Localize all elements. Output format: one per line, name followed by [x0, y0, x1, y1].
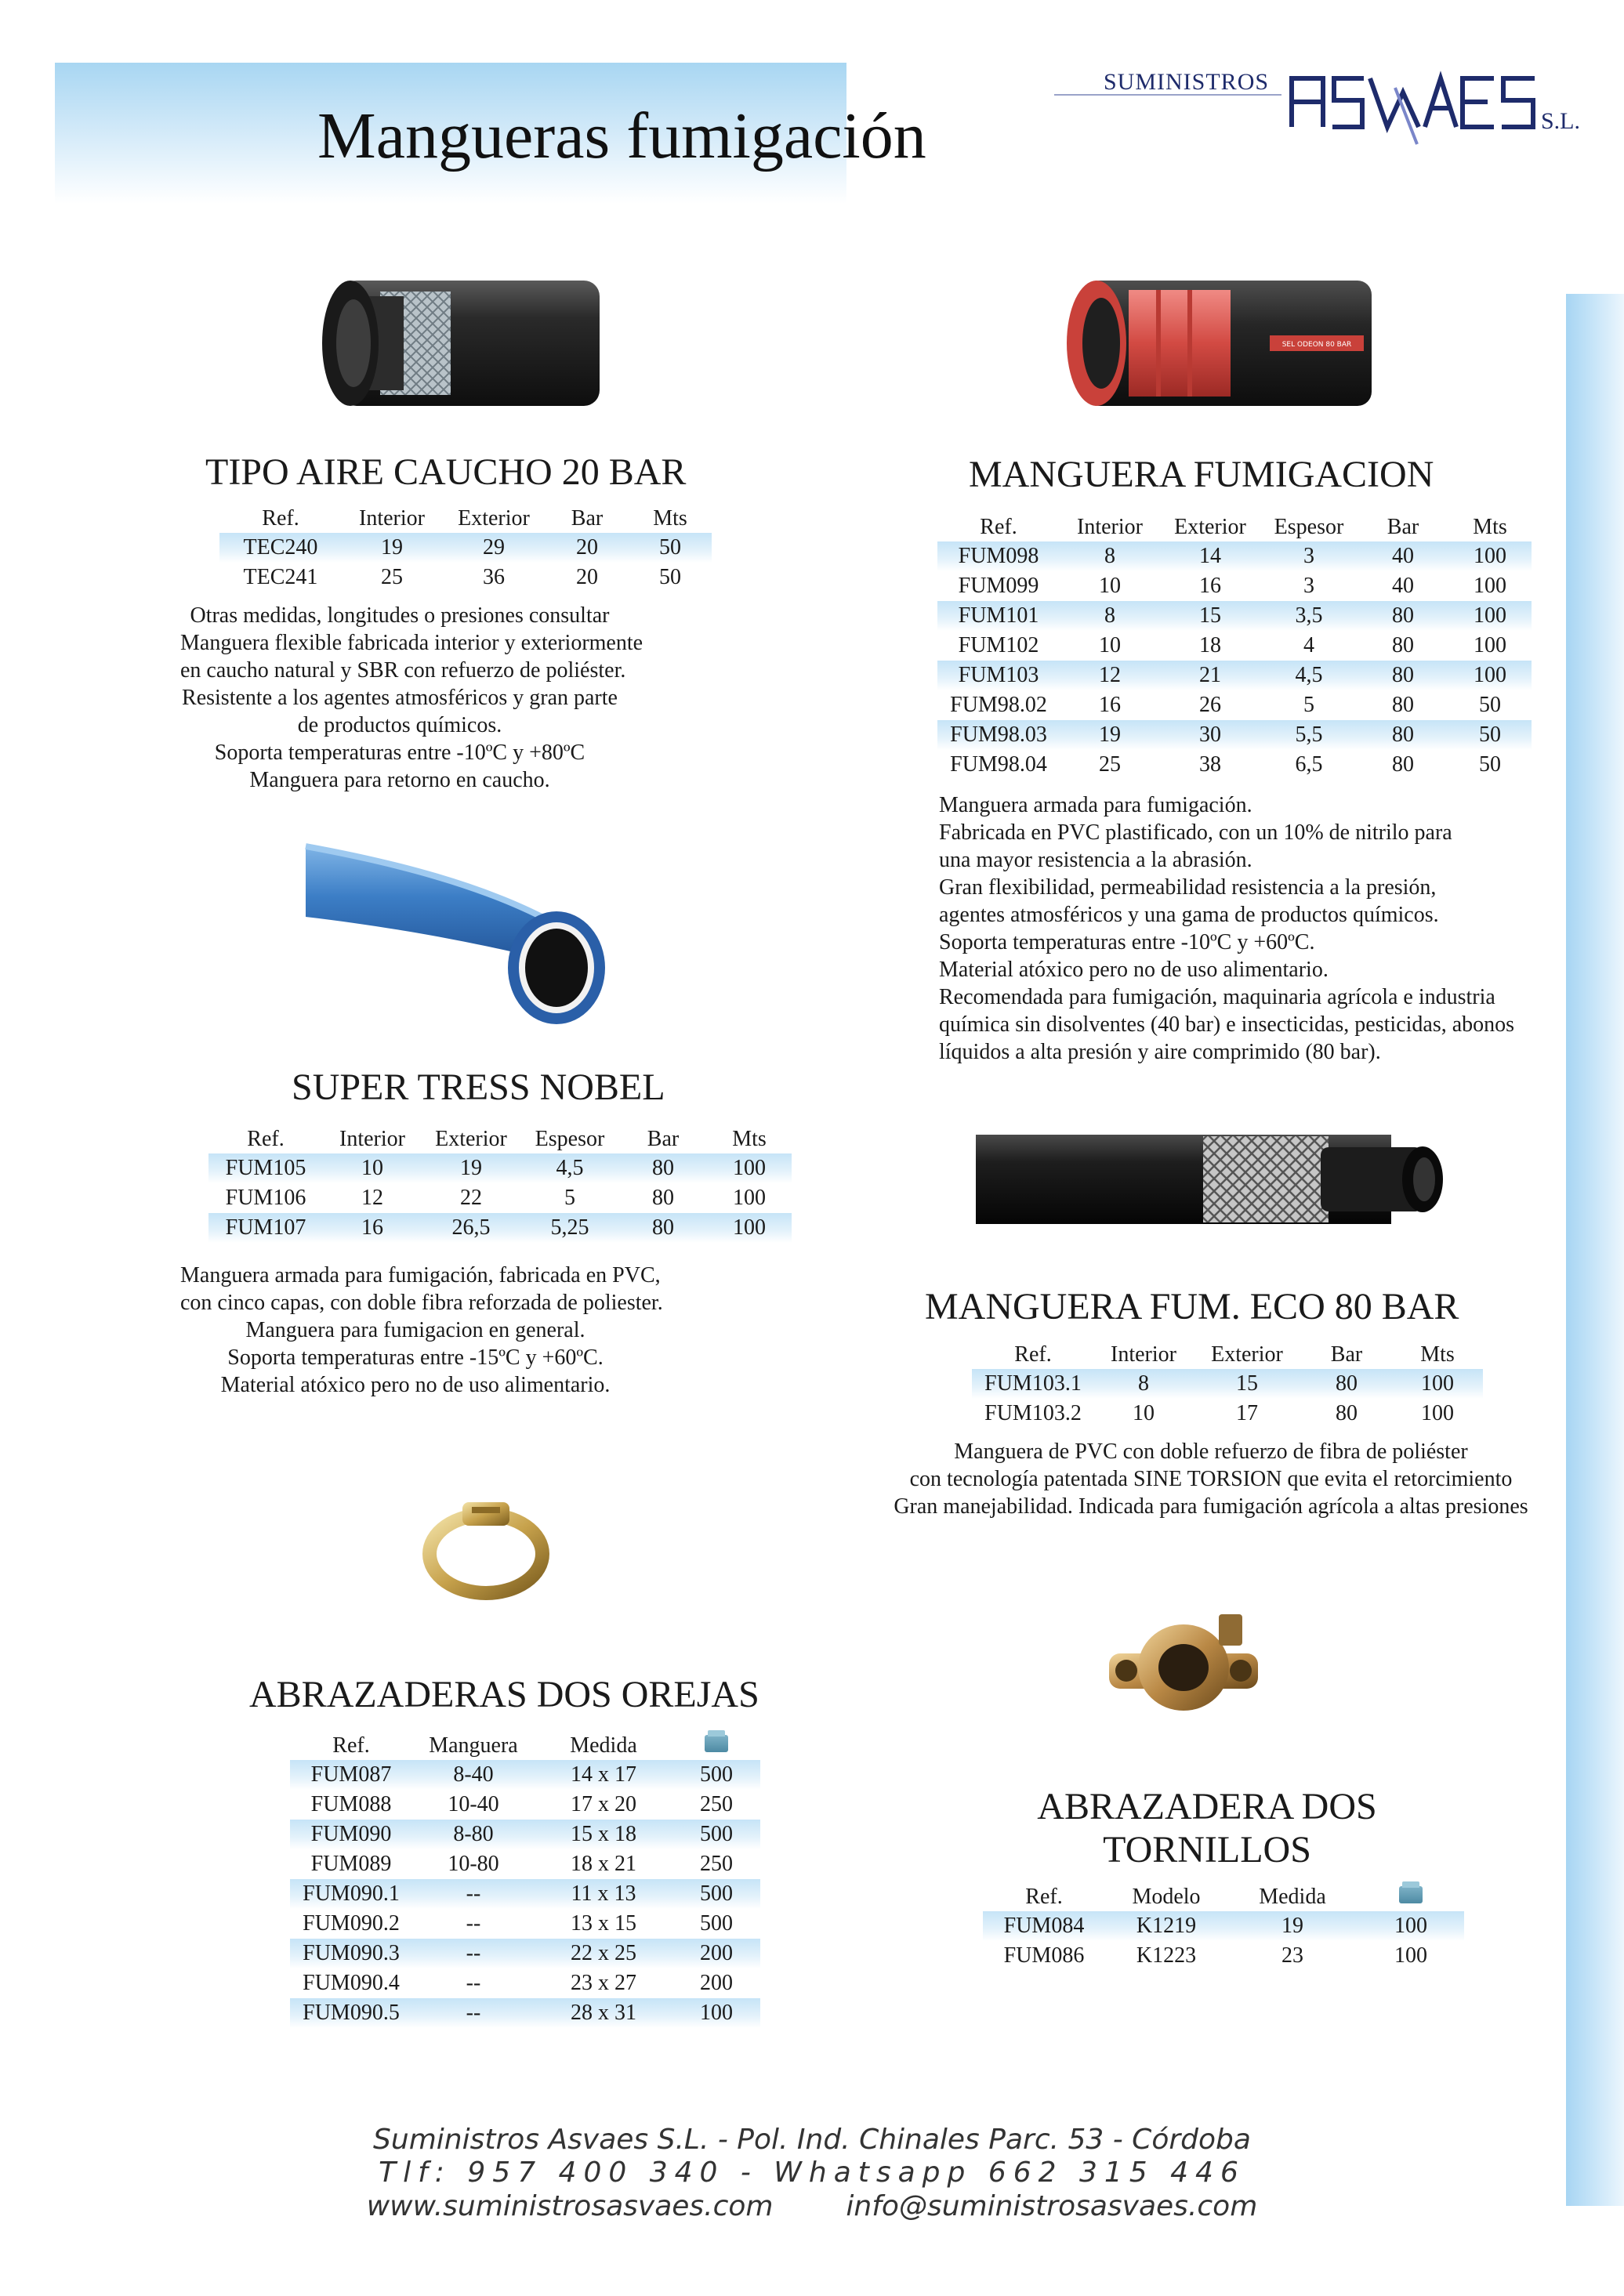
col-bar: Bar [1330, 1342, 1363, 1367]
table-row: FUM086 K1223 23 100 [1003, 1943, 1427, 1968]
col-espesor: Espesor [535, 1127, 605, 1151]
description-super-tress: Manguera armada para fumigación, fabricada en PVC, con cinco capas, con doble fibra reforzada de poliester. Manguera para fumigacion en general. Soporta temperaturas entre -15ºC y +60ºC. Material atóxico pero no de uso alimentario. [180, 1263, 663, 1397]
col-ref: Ref. [262, 506, 299, 531]
col-mts: Mts [1420, 1342, 1455, 1367]
rubber-hose-image [317, 274, 600, 411]
col-medida: Medida [570, 1733, 637, 1758]
blue-hose-image [298, 838, 611, 1030]
col-ref: Ref. [980, 515, 1017, 539]
col-bar: Bar [571, 506, 604, 531]
asvaes-logo-icon [1285, 64, 1583, 150]
description-eco80: Manguera de PVC con doble refuerzo de fibra de poliéster con tecnología patentada SINE TORSION que evita el retorcimiento Gran manejabilidad. Indicada para fumigación agrícola a altas presiones [894, 1440, 1528, 1519]
col-mts: Mts [1473, 515, 1507, 539]
fumigation-hose-image [1062, 274, 1372, 411]
col-exterior: Exterior [435, 1127, 507, 1151]
table-abrazaderas-orejas [290, 1732, 760, 2028]
footer-phone: Tlf: 957 400 340 - Whatsapp 662 315 446 [379, 2157, 1245, 2189]
col-ref: Ref. [1025, 1885, 1063, 1909]
table-row: FUM090.5 -- 28 x 31 100 [290, 1998, 760, 2028]
col-box [1358, 1883, 1464, 1911]
description-manguera-fumigacion: Manguera armada para fumigación. Fabricada en PVC plastificado, con un 10% de nitrilo para una mayor resistencia a la abrasión. Gran flexibilidad, permeabilidad resistencia a la presión, agentes atmosféricos y una gama de productos químicos. Soporta temperaturas entre -10ºC y +60ºC. Material atóxico pero no de uso alimentario. Recomendada para fumigación, maquinaria agrícola e industria química sin disolventes (40 bar) e insecticidas, pesticidas, abonos líquidos a alta presión y aire comprimido (80 bar). [939, 793, 1515, 1064]
col-exterior: Exterior [1211, 1342, 1283, 1367]
side-decoration-bar [1566, 294, 1624, 2206]
logo-suministros: SUMINISTROS [1104, 69, 1270, 95]
col-espesor: Espesor [1274, 515, 1344, 539]
table-row: FUM089 10-80 18 x 21 250 [310, 1852, 733, 1876]
table-row: FUM106 12 22 5 80 100 [225, 1186, 766, 1210]
table-row: FUM099 10 16 3 40 100 [958, 574, 1506, 598]
eco-hose-image [976, 1128, 1462, 1230]
table-manguera-fumigacion [937, 513, 1532, 780]
col-interior: Interior [1077, 515, 1143, 539]
table-row: FUM105 10 19 4,5 80 100 [208, 1153, 792, 1183]
table-tipo-aire [219, 505, 712, 592]
col-mts: Mts [653, 506, 687, 531]
table-row: TEC241 25 36 20 50 [243, 565, 681, 589]
section-title-abrazadera-tornillos: ABRAZADERA DOS TORNILLOS [1037, 1786, 1377, 1870]
table-row: FUM098 8 14 3 40 100 [937, 541, 1532, 571]
table-row: FUM102 10 18 4 80 100 [958, 633, 1506, 657]
table-row: FUM090 8-80 15 x 18 500 [290, 1820, 760, 1849]
page-title: Mangueras fumigación [317, 100, 926, 172]
table-row: FUM107 16 26,5 5,25 80 100 [208, 1213, 792, 1243]
col-ref: Ref. [332, 1733, 370, 1758]
footer-website-link[interactable]: www.suministrosasvaes.com [366, 2190, 774, 2222]
col-medida: Medida [1259, 1885, 1326, 1909]
table-row: FUM084 K1219 19 100 [983, 1911, 1464, 1941]
table-row: FUM101 8 15 3,5 80 100 [937, 601, 1532, 631]
section-title-tipo-aire: TIPO AIRE CAUCHO 20 BAR [205, 451, 687, 493]
table-row: FUM090.3 -- 22 x 25 200 [290, 1939, 760, 1968]
table-abrazadera-tornillos [983, 1883, 1464, 1971]
col-interior: Interior [1111, 1342, 1176, 1367]
table-row: FUM087 8-40 14 x 17 500 [290, 1760, 760, 1790]
col-modelo: Modelo [1132, 1885, 1201, 1909]
col-bar: Bar [647, 1127, 680, 1151]
col-interior: Interior [359, 506, 425, 531]
table-row: FUM090.2 -- 13 x 15 500 [303, 1911, 733, 1936]
table-row: FUM103 12 21 4,5 80 100 [937, 661, 1532, 690]
footer-address: Suministros Asvaes S.L. - Pol. Ind. Chinales Parc. 53 - Córdoba [373, 2124, 1251, 2156]
screw-clamp-image [1101, 1599, 1266, 1736]
table-row: FUM090.4 -- 23 x 27 200 [303, 1971, 733, 1995]
col-interior: Interior [339, 1127, 405, 1151]
section-title-super-tress: SUPER TRESS NOBEL [292, 1067, 665, 1108]
table-row: FUM090.1 -- 11 x 13 500 [290, 1879, 760, 1909]
table-row: FUM103.2 10 17 80 100 [984, 1401, 1454, 1425]
table-row: FUM98.04 25 38 6,5 80 50 [950, 752, 1501, 777]
col-ref: Ref. [1014, 1342, 1052, 1367]
box-icon [705, 1735, 728, 1752]
footer-links [0, 2190, 1624, 2222]
description-tipo-aire: Otras medidas, longitudes o presiones consultar Manguera flexible fabricada interior y exteriormente en caucho natural y SBR con refuerzo de poliéster. Resistente a los agentes atmosféricos y gran parte de productos químicos. Soporta temperaturas entre -10ºC y +80ºC Manguera para retorno en caucho. [180, 603, 643, 792]
table-row: FUM088 10-40 17 x 20 250 [310, 1792, 733, 1816]
col-box [672, 1732, 760, 1760]
box-icon [1399, 1886, 1423, 1903]
table-row: FUM98.02 16 26 5 80 50 [950, 693, 1501, 717]
col-manguera: Manguera [429, 1733, 518, 1758]
logo-suffix: S.L. [1541, 108, 1581, 134]
hose-print-label: SEL ODEON 80 BAR [1281, 341, 1352, 349]
footer-email-link[interactable]: info@suministrosasvaes.com [846, 2190, 1258, 2222]
ear-clamp-image [415, 1493, 556, 1602]
section-title-abrazaderas-orejas: ABRAZADERAS DOS OREJAS [249, 1674, 759, 1715]
col-exterior: Exterior [458, 506, 530, 531]
table-super-tress [208, 1125, 792, 1243]
section-title-eco80: MANGUERA FUM. ECO 80 BAR [925, 1286, 1459, 1327]
section-title-manguera-fumigacion: MANGUERA FUMIGACION [969, 454, 1434, 495]
col-exterior: Exterior [1174, 515, 1246, 539]
table-eco80 [972, 1341, 1483, 1429]
col-ref: Ref. [247, 1127, 285, 1151]
table-row: TEC240 19 29 20 50 [219, 533, 712, 563]
table-row: FUM98.03 19 30 5,5 80 50 [937, 720, 1532, 750]
col-bar: Bar [1387, 515, 1419, 539]
col-mts: Mts [732, 1127, 767, 1151]
table-row: FUM103.1 8 15 80 100 [972, 1369, 1483, 1399]
